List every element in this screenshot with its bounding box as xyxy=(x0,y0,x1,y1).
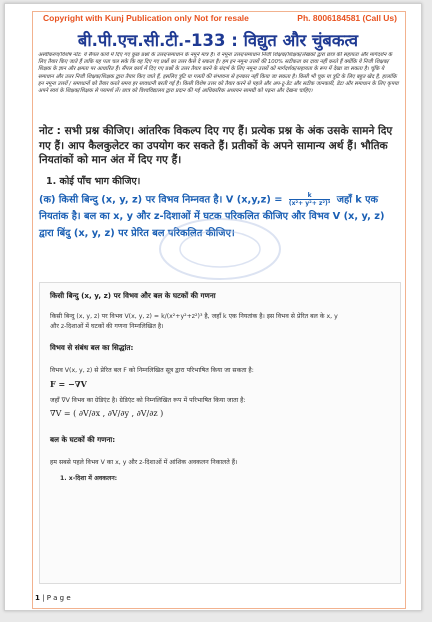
solution-line: किसी बिन्दु (x, y, z) पर विभव V(x, y, z) = k/(x²+y²+z²)³ है, जहाँ k एक नियतांक है। इस विभव से प्रेरित बल के x, y xyxy=(50,313,338,320)
solution-line: हम सबसे पहले विभव V का x, y और z-दिशाओं में आंशिक अवकलन निकालते हैं। xyxy=(50,459,238,466)
instructions: नोट : सभी प्रश्न कीजिए। आंतरिक विकल्प दिए गए हैं। प्रत्येक प्रश्न के अंक उसके सामने दिए गए हैं। आप कैलकुलेटर का उपयोग कर सकते हैं। प्रतीकों के अपने सामान्य अर्थ हैं। भौतिक नियतांकों को मान अंत में दिए गए हैं। xyxy=(39,125,393,166)
force-equation: F = −∇V xyxy=(50,379,87,389)
question-text-before: (क) किसी बिन्दु (x, y, z) पर विभव निम्नवत है। V (x,y,z) = xyxy=(39,194,283,206)
question-text-after: जहाँ k एक नियतांक है। बल का x, y और z-दिशाओं में घटक परिकलित कीजिए और विभव V (x, y, z) द्वारा बिंदु (x, y, z) पर प्रेरित बल परिकलित कीजिए। xyxy=(39,194,385,239)
page-title: बी.पी.एच.सी.टी.-133 : विद्युत और चुंबकत्व xyxy=(77,31,359,50)
phone-number: Ph. 8006184581 (Call Us) xyxy=(297,13,397,23)
fraction-numerator: k xyxy=(289,192,331,200)
solution-line: जहाँ ∇V विभव का ग्रेडिएंट है। ग्रेडिएंट को निम्नलिखित रूप में परिभाषित किया जाता है: xyxy=(50,397,246,404)
question-part-a xyxy=(39,192,399,242)
document-page xyxy=(4,3,422,611)
fraction-denominator: (x²+ y²+ z²)³ xyxy=(288,200,331,207)
solution-box xyxy=(39,282,401,584)
page-number: 1 xyxy=(35,594,40,602)
copyright-text: Copyright with Kunj Publication only Not for resale xyxy=(43,13,249,23)
solution-line: विभव V(x, y, z) से प्रेरित बल F को निम्नलिखित सूत्र द्वारा परिभाषित किया जा सकता है: xyxy=(50,367,254,374)
potential-fraction xyxy=(289,192,331,207)
solution-subheading: बल के घटकों की गणना: xyxy=(50,435,116,444)
question-heading: 1. कोई पाँच भाग कीजिए। xyxy=(46,176,141,187)
solution-subheading: विभव से संबंध बल का सिद्धांत: xyxy=(50,343,134,352)
copyright-banner xyxy=(43,13,403,23)
page-footer xyxy=(35,594,71,602)
solution-heading: किसी बिन्दु (x, y, z) पर विभव और बल के घटकों की गणना xyxy=(50,291,216,300)
page-label: | P a g e xyxy=(42,594,71,602)
disclaimer-note: अस्वीकरण/विशेष नोट: ये सैंपल कार्य में दिए गए कुछ प्रश्नों के उत्तर/समाधान के नमूने मात्र हैं। ये नमूना उत्तर/समाधान निजी शिक्षक/शिक्षक/लेखकों द्वारा छात्र की सहायता और मार्गदर्शन के लिए तैयार किए जाते हैं ताकि यह पता चल सके कि वह दिए गए प्रश्नों का उत्तर कैसे दे सकता है। हम इन नमूना उत्तरों की 100% सटीकता का दावा नहीं करते हैं क्योंकि ये निजी शिक्षक/शिक्षक के ज्ञान और क्षमता पर आधारित हैं। सैंपल कार्य में दिए गए प्रश्नों के उत्तर तैयार करने के संदर्भ के लिए नमूना उत्तरों को मार्गदर्शक/सहायता के रूप में देखा जा सकता है। चूंकि ये समाधान और उत्तर निजी शिक्षक/शिक्षक द्वारा तैयार किए जाते हैं, इसलिए त्रुटि या गलती की संभावना से इनकार नहीं किया जा सकता है। किसी भी चूक या त्रुटि के लिए बहुत खेद है, हालांकि इन नमूना उत्तरों / समाधानों को तैयार करते समय हर सावधानी बरती गई है। किसी विशेष उत्तर को तैयार करने से पहले और अप-टू-डेट और सटीक जानकारी, डेटा और समाधान के लिए कृपया अपने स्वयं के शिक्षक/शिक्षक से परामर्श लें। छात्र को विश्वविद्यालय द्वारा प्रदान की गई आधिकारिक अध्ययन सामग्री को पढ़ना और देखना चाहिए। xyxy=(38,52,399,95)
gradient-equation: ∇V = ( ∂V/∂x , ∂V/∂y , ∂V/∂z ) xyxy=(50,409,164,418)
solution-line: और z-दिशाओं में घटकों की गणना निम्नलिखित है। xyxy=(50,323,164,330)
solution-list-item: 1. x-दिशा में अवकलन: xyxy=(60,475,118,482)
